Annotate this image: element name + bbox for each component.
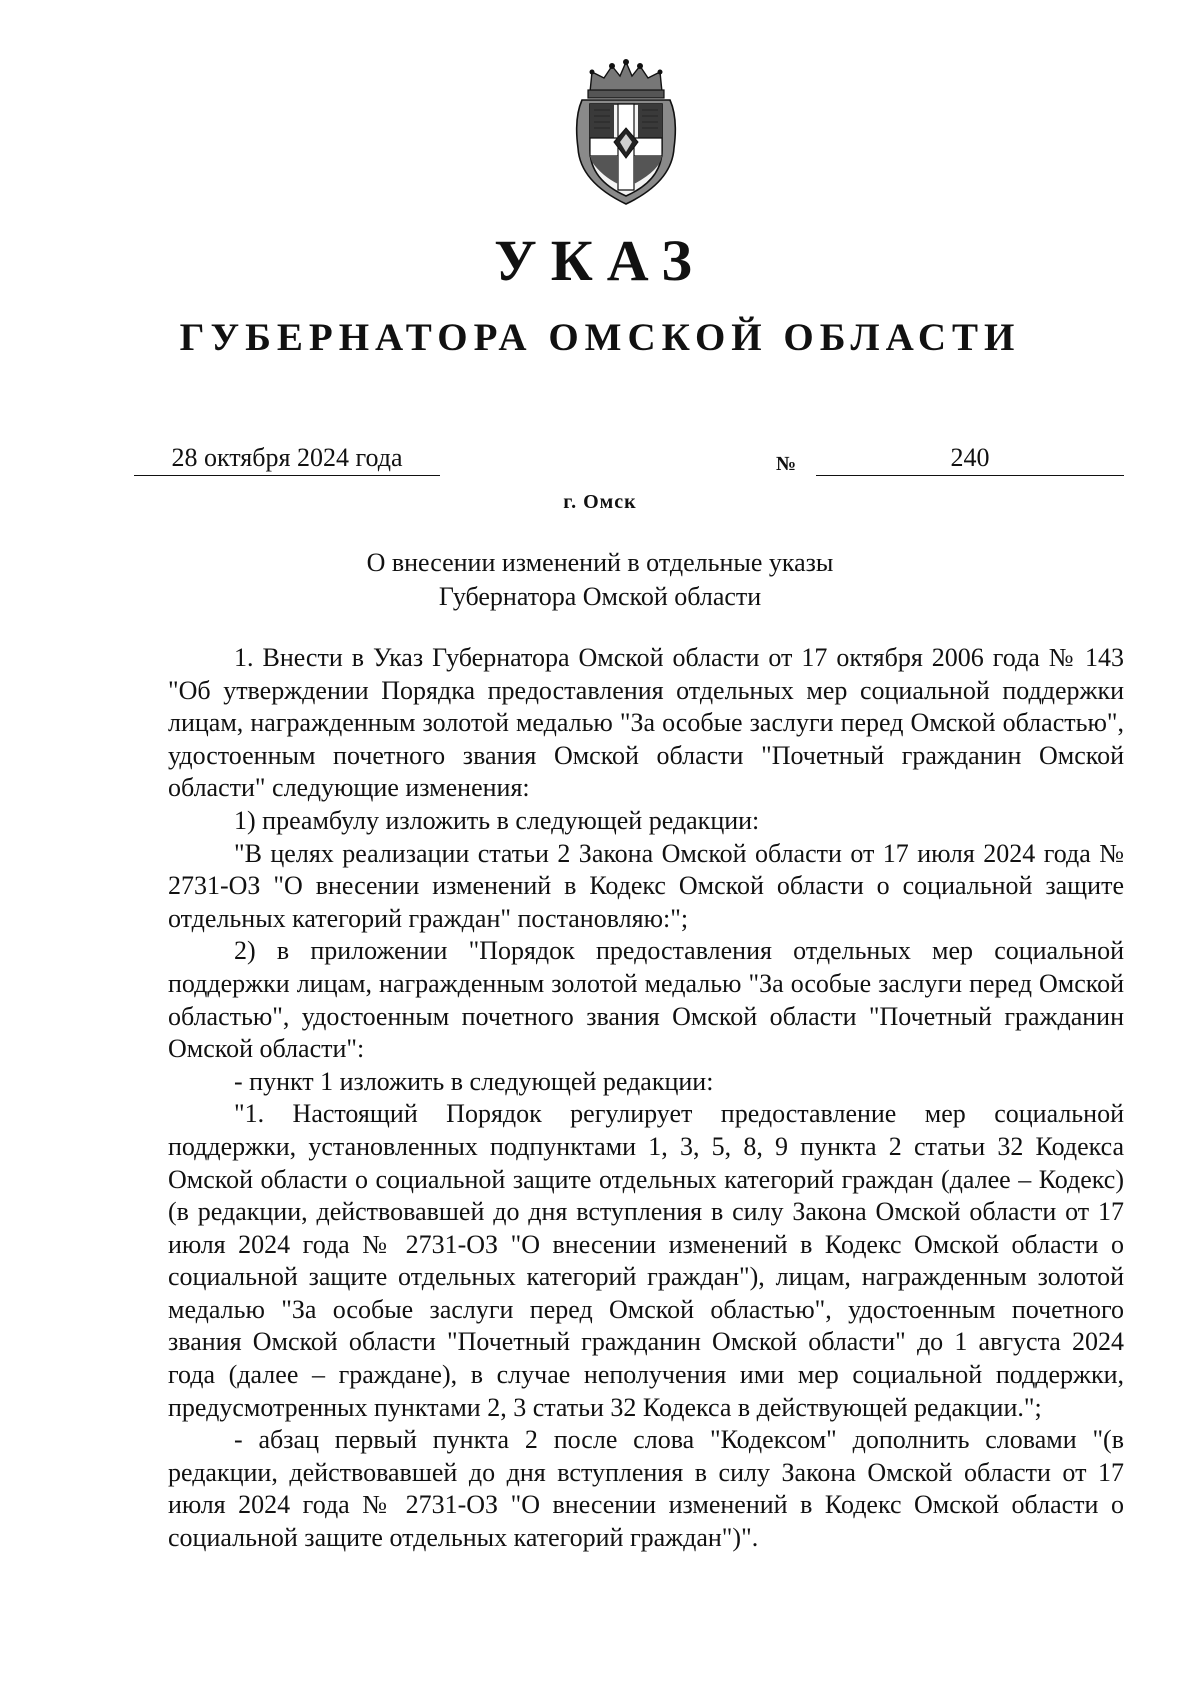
document-subject <box>0 546 1200 614</box>
document-subtitle: ГУБЕРНАТОРА ОМСКОЙ ОБЛАСТИ <box>179 316 1021 359</box>
body-paragraph: "В целях реализации статьи 2 Закона Омской области от 17 июля 2024 года № 2731-ОЗ "О внесении изменений в Кодекс Омской области о социальной защите отдельных категорий граждан" постановляю:"; <box>168 838 1124 933</box>
body-paragraph: "1. Настоящий Порядок регулирует предоставление мер социальной поддержки, установленных подпунктами 1, 3, 5, 8, 9 пункта 2 статьи 32 Кодекса Омской области о социальной защите отдельных категорий граждан (далее – Кодекс) (в редакции, действовавшей до дня вступления в силу Закона Омской области от 17 июля 2024 года № 2731-ОЗ "О внесении изменений в Кодекс Омской области о социальной защите отдельных категорий граждан"), лицам, награжденным золотой медалью "За особые заслуги перед Омской областью", удостоенным почетного звания Омской области "Почетный гражданин Омской области" до 1 августа 2024 года (далее – граждане), в случае неполучения ими мер социальной поддержки, предусмотренных пунктами 2, 3 статьи 32 Кодекса в действующей редакции."; <box>168 1099 1124 1422</box>
body-paragraph: 1) преамбулу изложить в следующей редакции: <box>234 805 760 835</box>
document-city: г. Омск <box>563 491 637 513</box>
subject-line-2: Губернатора Омской области <box>438 582 762 611</box>
document-number: 240 <box>816 441 1124 476</box>
document-date: 28 октября 2024 года <box>134 441 440 476</box>
body-paragraph: 1. Внести в Указ Губернатора Омской области от 17 октября 2006 года № 143 "Об утверждении Порядка предоставления отдельных мер социальной поддержки лицам, награжденным золотой медалью "За особые заслуги перед Омской областью", удостоенным почетного звания Омской области "Почетный гражданин Омской области" следующие изменения: <box>168 643 1124 803</box>
body-paragraph: - абзац первый пункта 2 после слова "Кодексом" дополнить словами "(в редакции, действовавшей до дня вступления в силу Закона Омской области от 17 июля 2024 года № 2731-ОЗ "О внесении изменений в Кодекс Омской области о социальной защите отдельных категорий граждан")". <box>168 1425 1124 1553</box>
body-paragraph: 2) в приложении "Порядок предоставления отдельных мер социальной поддержки лицам, награжденным золотой медалью "За особые заслуги перед Омской областью", удостоенным почетного звания Омской области "Почетный гражданин Омской области": <box>168 936 1124 1064</box>
document-title: УКАЗ <box>494 228 706 293</box>
subject-line-1: О внесении изменений в отдельные указы <box>366 548 834 577</box>
body-paragraph: - пункт 1 изложить в следующей редакции: <box>234 1066 714 1096</box>
number-label: № <box>776 453 797 475</box>
document-body <box>168 642 1124 1555</box>
omsk-coat-of-arms-icon <box>568 58 684 208</box>
